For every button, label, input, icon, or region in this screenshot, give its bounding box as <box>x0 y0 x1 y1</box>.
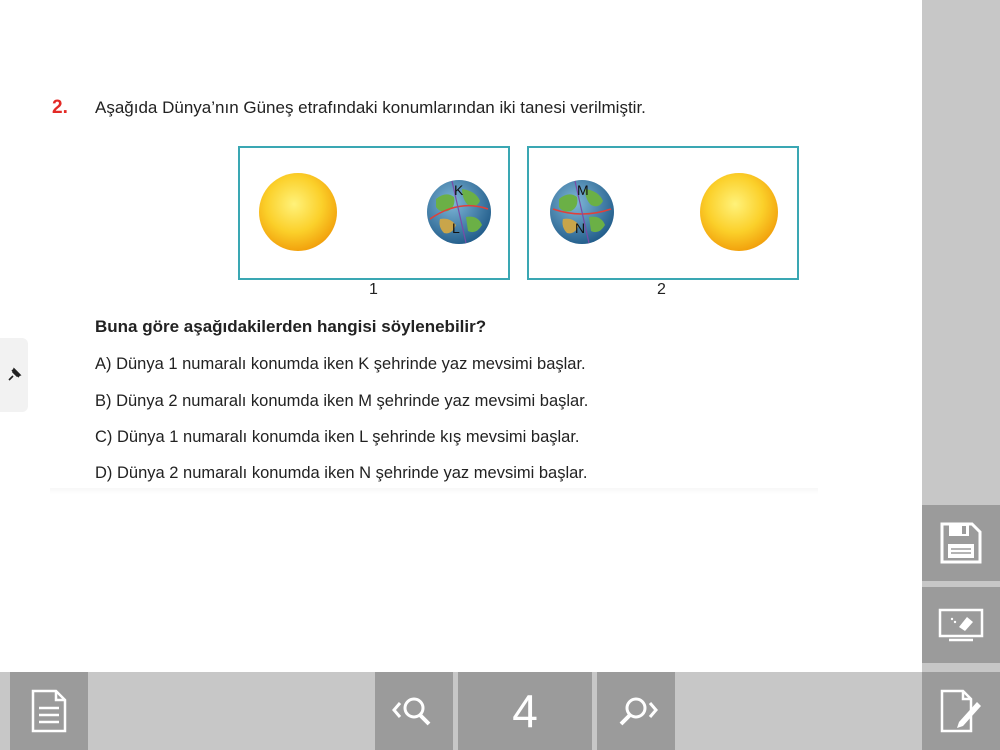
sun-icon <box>699 172 779 252</box>
pin-icon <box>6 367 22 383</box>
zoom-next-icon <box>611 693 661 729</box>
screen-eraser-icon <box>937 607 985 643</box>
previous-page-button[interactable] <box>375 672 453 750</box>
question-text: Aşağıda Dünya’nın Güneş etrafındaki konumlarından iki tanesi verilmiştir. <box>95 98 646 117</box>
edit-notes-button[interactable] <box>922 672 1000 750</box>
question-number: 2. <box>52 97 68 118</box>
answer-option-d[interactable]: D) Dünya 2 numaralı konumda iken N şehrinde yaz mevsimi başlar. <box>95 464 588 482</box>
content-divider <box>50 488 818 494</box>
sun-icon <box>258 172 338 252</box>
document-icon <box>30 688 68 734</box>
question-prompt: Buna göre aşağıdakilerden hangisi söylenebilir? <box>95 317 487 336</box>
answer-option-c[interactable]: C) Dünya 1 numaralı konumda iken L şehrinde kış mevsimi başlar. <box>95 428 580 446</box>
zoom-previous-icon <box>389 693 439 729</box>
figure-position-2 <box>527 146 799 280</box>
document-button[interactable] <box>10 672 88 750</box>
city-label-bottom: N <box>575 220 586 236</box>
whiteboard-button[interactable] <box>922 587 1000 663</box>
figure-label-1: 1 <box>369 281 378 298</box>
side-tool-handle[interactable] <box>0 338 28 412</box>
pencil-document-icon <box>939 688 983 734</box>
answer-option-a[interactable]: A) Dünya 1 numaralı konumda iken K şehrinde yaz mevsimi başlar. <box>95 355 586 373</box>
answer-option-b[interactable]: B) Dünya 2 numaralı konumda iken M şehrinde yaz mevsimi başlar. <box>95 392 589 410</box>
next-page-button[interactable] <box>597 672 675 750</box>
figure-label-2: 2 <box>657 281 666 298</box>
city-label-bottom: L <box>452 220 460 236</box>
figure-position-1 <box>238 146 510 280</box>
city-label-top: K <box>454 182 464 198</box>
page-number: 4 <box>458 672 592 750</box>
save-button[interactable] <box>922 505 1000 581</box>
city-label-top: M <box>577 182 589 198</box>
floppy-disk-icon <box>938 520 984 566</box>
